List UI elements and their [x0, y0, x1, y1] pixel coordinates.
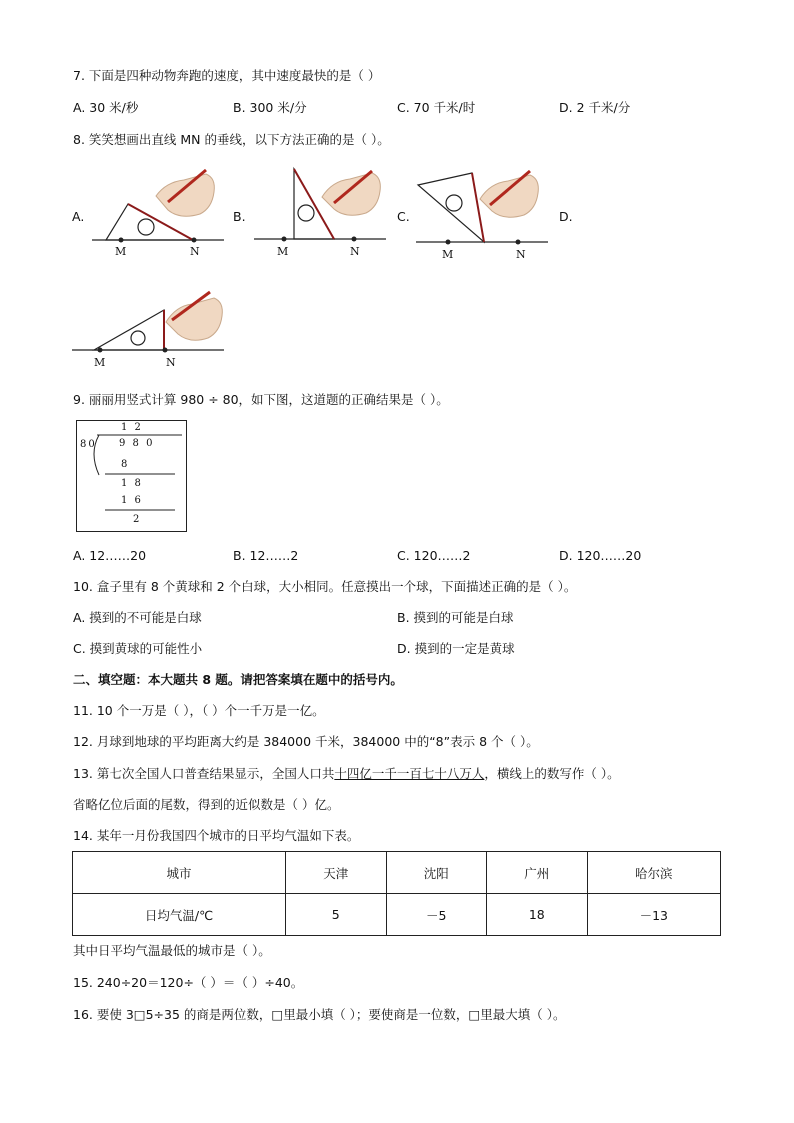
- q14-row-label: 日均气温/℃: [73, 894, 286, 936]
- q14-header-harbin: 哈尔滨: [587, 852, 720, 894]
- q14-header-city: 城市: [73, 852, 286, 894]
- q10-option-c: C. 摸到黄球的可能性小: [73, 641, 203, 656]
- q8-stem: 8. 笑笑想画出直线 MN 的垂线，以下方法正确的是（ ）。: [73, 132, 390, 147]
- q10-option-d: D. 摸到的一定是黄球: [397, 641, 515, 656]
- q8-option-c-label: C.: [397, 209, 410, 224]
- q13-part2: ，横线上的数写作（ ）。: [484, 766, 620, 781]
- q8-c-point-n: N: [516, 248, 526, 261]
- q14-temperature-table: [72, 851, 721, 936]
- q9-stem: 9. 丽丽用竖式计算 980 ÷ 80，如下图，这道题的正确结果是（ ）。: [73, 392, 449, 407]
- q7-option-d: D. 2 千米/分: [559, 100, 631, 115]
- q13-underlined: 十四亿一千一百七十八万人: [334, 766, 485, 781]
- q9-dividend: 9 8 0: [119, 438, 155, 449]
- q7-stem: 7. 下面是四种动物奔跑的速度，其中速度最快的是（ ）: [73, 68, 381, 83]
- q8-figure-a: [88, 168, 228, 260]
- q9-row1: 8: [121, 459, 130, 470]
- q9-option-c: C. 120……2: [397, 548, 471, 563]
- q10-stem: 10. 盒子里有 8 个黄球和 2 个白球，大小相同。任意摸出一个球，下面描述正确的是（ ）。: [73, 579, 577, 594]
- q7-option-a: A. 30 米/秒: [73, 100, 139, 115]
- q14-value-shenyang: －5: [386, 894, 487, 936]
- q8-d-point-m: M: [94, 356, 106, 369]
- q14-header-shenyang: 沈阳: [386, 852, 487, 894]
- q9-division-figure: [76, 420, 187, 532]
- q14-value-guangzhou: 18: [487, 894, 588, 936]
- q14-table-header-row: [73, 852, 721, 894]
- q9-option-d: D. 120……20: [559, 548, 642, 563]
- q9-option-a: A. 12……20: [73, 548, 147, 563]
- q14-table-data-row: [73, 894, 721, 936]
- q9-row2: 1 8: [121, 478, 143, 489]
- q10-option-b: B. 摸到的可能是白球: [397, 610, 514, 625]
- q8-a-point-n: N: [190, 245, 200, 258]
- q12-text: 12. 月球到地球的平均距离大约是 384000 千米，384000 中的“8”表示 8 个（ ）。: [73, 734, 539, 749]
- q8-option-b-label: B.: [233, 209, 246, 224]
- q14-value-tianjin: 5: [285, 894, 386, 936]
- q8-figure-c: [412, 165, 552, 260]
- q16-text: 16. 要使 3□5÷35 的商是两位数，□里最小填（ ）；要使商是一位数，□里最大填（ ）。: [73, 1007, 566, 1022]
- q14-value-harbin: －13: [587, 894, 720, 936]
- q14-header-tianjin: 天津: [285, 852, 386, 894]
- q11-text: 11. 10 个一万是（ ），（ ）个一千万是一亿。: [73, 703, 325, 718]
- q8-a-point-m: M: [115, 245, 127, 258]
- section2-heading: 二、填空题：本大题共 8 题。请把答案填在题中的括号内。: [73, 672, 403, 687]
- q9-row3: 1 6: [121, 495, 143, 506]
- q9-remainder: 2: [133, 514, 142, 525]
- q13-line2: 省略亿位后面的尾数，得到的近似数是（ ）亿。: [73, 797, 340, 812]
- q8-figure-b: [250, 165, 390, 260]
- q15-text: 15. 240÷20＝120÷（ ）＝（ ）÷40。: [73, 975, 304, 990]
- q13-line1: [73, 766, 620, 782]
- q14-header-guangzhou: 广州: [487, 852, 588, 894]
- q8-d-point-n: N: [166, 356, 176, 369]
- q7-option-b: B. 300 米/分: [233, 100, 307, 115]
- q8-b-point-n: N: [350, 245, 360, 258]
- q9-quotient: 1 2: [121, 422, 143, 433]
- q9-option-b: B. 12……2: [233, 548, 299, 563]
- q8-option-a-label: A.: [72, 209, 85, 224]
- q14-stem: 14. 某年一月份我国四个城市的日平均气温如下表。: [73, 828, 360, 843]
- q8-c-point-m: M: [442, 248, 454, 261]
- q8-b-point-m: M: [277, 245, 289, 258]
- q7-option-c: C. 70 千米/时: [397, 100, 476, 115]
- q8-option-d-label: D.: [559, 209, 573, 224]
- q9-divisor: 80: [80, 439, 97, 450]
- q8-figure-d: [68, 288, 228, 358]
- q14-after: 其中日平均气温最低的城市是（ ）。: [73, 943, 271, 958]
- q10-option-a: A. 摸到的不可能是白球: [73, 610, 202, 625]
- q13-part1: 13. 第七次全国人口普查结果显示，全国人口共: [73, 766, 335, 781]
